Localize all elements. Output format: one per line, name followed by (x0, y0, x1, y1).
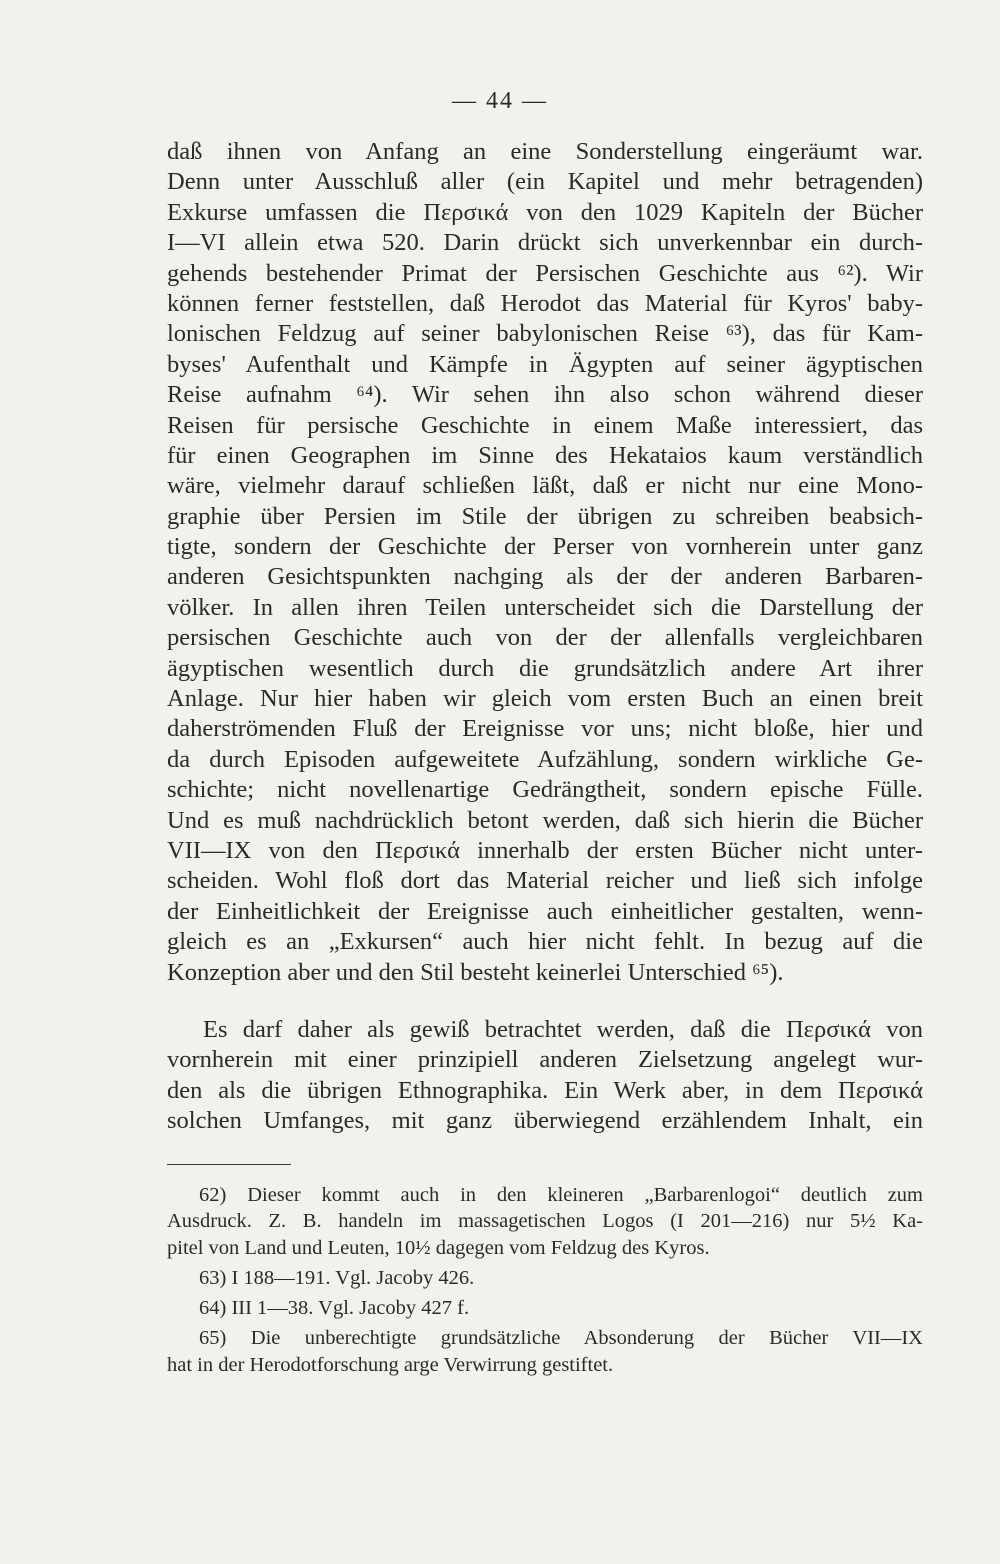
text-line: anderen Gesichtspunkten nachging als der der anderen Barbaren- (167, 563, 923, 591)
text-line: I—VI allein etwa 520. Darin drückt sich unverkennbar ein durch- (167, 229, 923, 257)
footnote-65-continued: hat in der Herodotforschung arge Verwirrung gestiftet. (167, 1353, 614, 1376)
text-line: Reisen für persische Geschichte in einem Maße interessiert, das (167, 411, 923, 439)
text-line: Konzeption aber und den Stil besteht keinerlei Unterschied ⁶⁵). (167, 958, 784, 986)
text-line: Und es muß nachdrücklich betont werden, daß sich hierin die Bücher (167, 806, 923, 834)
text-line: lonischen Feldzug auf seiner babylonischen Reise ⁶³), das für Kam- (167, 320, 923, 348)
text-line: solchen Umfanges, mit ganz überwiegend erzählendem Inhalt, ein (167, 1107, 923, 1135)
footnote-62-continued: pitel von Land und Leuten, 10½ dagegen vom Feldzug des Kyros. (167, 1236, 710, 1259)
text-line: gehends bestehender Primat der Persischen Geschichte aus ⁶²). Wir (167, 259, 923, 287)
footnote-separator (167, 1164, 291, 1165)
text-line: byses' Aufenthalt und Kämpfe in Ägypten auf seiner ägyptischen (167, 350, 923, 378)
page-number: — 44 — (452, 88, 548, 114)
text-line: graphie über Persien im Stile der übrigen zu schreiben beabsich- (167, 502, 923, 530)
footnote-63: 63) I 188—191. Vgl. Jacoby 426. (199, 1266, 475, 1289)
text-line: können ferner feststellen, daß Herodot das Material für Kyros' baby- (167, 289, 923, 317)
text-line: persischen Geschichte auch von der der allenfalls vergleichbaren (167, 624, 923, 652)
text-line: scheiden. Wohl floß dort das Material reicher und ließ sich infolge (167, 867, 923, 895)
footnotes (167, 1182, 923, 1378)
text-line: gleich es an „Exkursen“ auch hier nicht fehlt. In bezug auf die (167, 928, 923, 956)
body-paragraph-1 (167, 137, 923, 988)
text-line: den als die übrigen Ethnographika. Ein Werk aber, in dem Περσικά (167, 1076, 923, 1104)
footnote-62: 62) Dieser kommt auch in den kleineren „Barbarenlogoi“ deutlich zum (199, 1184, 923, 1206)
text-line: tigte, sondern der Geschichte der Perser von vornherein unter ganz (167, 533, 923, 561)
text-line: VII—IX von den Περσικά innerhalb der ersten Bücher nicht unter- (167, 836, 923, 864)
body-paragraph-2 (167, 1015, 923, 1137)
text-line: daherströmenden Fluß der Ereignisse vor uns; nicht bloße, hier und (167, 715, 923, 743)
text-line: Denn unter Ausschluß aller (ein Kapitel und mehr betragenden) (167, 168, 923, 196)
text-line: der Einheitlichkeit der Ereignisse auch einheitlicher gestalten, wenn- (167, 897, 923, 925)
text-line: Exkurse umfassen die Περσικά von den 1029 Kapiteln der Bücher (167, 198, 923, 226)
text-line: ägyptischen wesentlich durch die grundsätzlich andere Art ihrer (167, 654, 923, 682)
text-line: Es darf daher als gewiß betrachtet werden, daß die Περσικά von (203, 1016, 923, 1043)
text-line: Reise aufnahm ⁶⁴). Wir sehen ihn also schon während dieser (167, 381, 923, 409)
footnote-65: 65) Die unberechtigte grundsätzliche Absonderung der Bücher VII—IX (199, 1327, 923, 1350)
footnote-64: 64) III 1—38. Vgl. Jacoby 427 f. (199, 1297, 470, 1320)
text-line: vornherein mit einer prinzipiell anderen Zielsetzung angelegt wur- (167, 1046, 923, 1074)
text-line: völker. In allen ihren Teilen unterscheidet sich die Darstellung der (167, 593, 923, 621)
text-line: da durch Episoden aufgeweitete Aufzählung, sondern wirkliche Ge- (167, 745, 923, 773)
text-line: schichte; nicht novellenartige Gedrängtheit, sondern epische Fülle. (167, 776, 923, 804)
footnote-62-continued: Ausdruck. Z. B. handeln im massagetischen Logos (I 201—216) nur 5½ Ka- (167, 1210, 923, 1233)
text-line: für einen Geographen im Sinne des Hekataios kaum verständlich (167, 441, 923, 469)
text-line: Anlage. Nur hier haben wir gleich vom ersten Buch an einen breit (167, 685, 923, 713)
text-line: wäre, vielmehr darauf schließen läßt, daß er nicht nur eine Mono- (167, 472, 923, 500)
text-line: daß ihnen von Anfang an eine Sonderstellung eingeräumt war. (167, 138, 923, 165)
